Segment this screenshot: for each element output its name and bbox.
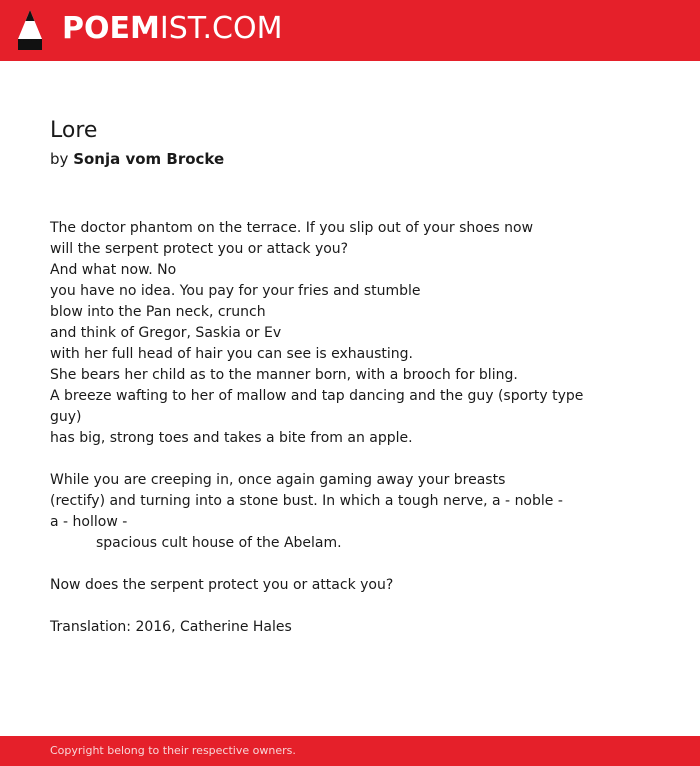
poem-line: a - hollow -: [50, 514, 128, 530]
site-footer: [0, 736, 700, 766]
poem-content: [50, 114, 610, 638]
poem-line: Now does the serpent protect you or attack you?: [50, 577, 394, 593]
poem-title: Lore: [50, 118, 98, 143]
poem-line: She bears her child as to the manner born, with a brooch for bling.: [50, 367, 518, 383]
poem-line: will the serpent protect you or attack you?: [50, 241, 349, 257]
translation-credit: Translation: 2016, Catherine Hales: [50, 619, 292, 635]
poem-byline: [50, 148, 610, 170]
poem-line: And what now. No: [50, 262, 177, 278]
stanza-break: [50, 554, 610, 575]
poem-line: The doctor phantom on the terrace. If you slip out of your shoes now: [50, 220, 534, 236]
poem-line: and think of Gregor, Saskia or Ev: [50, 325, 282, 341]
poem-line: A breeze wafting to her of mallow and tap dancing and the guy (sporty type guy): [50, 388, 588, 425]
site-header: [0, 0, 700, 61]
logo-light-text: IST.COM: [159, 11, 283, 46]
copyright-notice: Copyright belong to their respective owners.: [50, 744, 296, 757]
poem-line: blow into the Pan neck, crunch: [50, 304, 266, 320]
author-name[interactable]: Sonja vom Brocke: [73, 150, 225, 168]
byline-prefix: by: [50, 150, 69, 168]
poem-line: (rectify) and turning into a stone bust. In which a tough nerve, a - noble -: [50, 493, 563, 509]
logo-bold-text: POEM: [62, 11, 160, 46]
poem-line: you have no idea. You pay for your fries and stumble: [50, 283, 421, 299]
poem-line-indented: spacious cult house of the Abelam.: [96, 535, 342, 551]
poem-body: [50, 218, 610, 596]
stanza-break: [50, 449, 610, 470]
poem-line: While you are creeping in, once again gaming away your breasts: [50, 472, 506, 488]
poem-line: with her full head of hair you can see is exhausting.: [50, 346, 414, 362]
site-logo[interactable]: [62, 11, 282, 47]
poem-line: has big, strong toes and takes a bite from an apple.: [50, 430, 413, 446]
pencil-tip-icon[interactable]: [17, 9, 43, 51]
